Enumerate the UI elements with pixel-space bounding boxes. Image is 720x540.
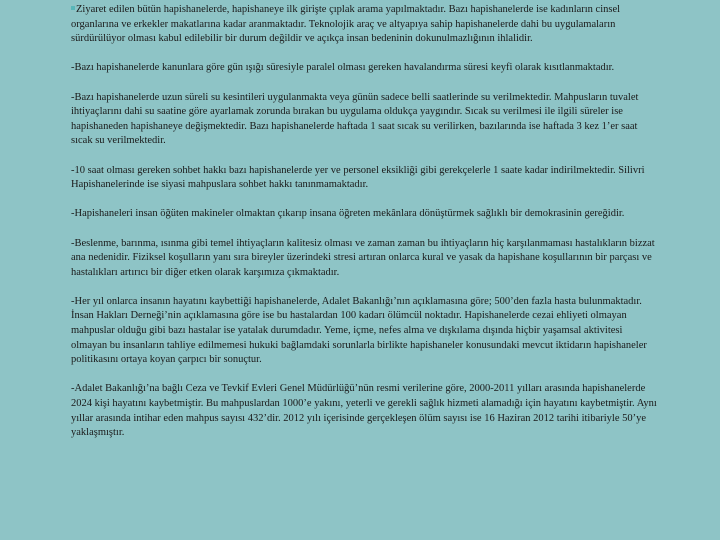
document-body [71, 3, 661, 455]
bullet-marker [71, 6, 75, 10]
paragraph-democracy: -Hapishaneleri insan öğüten makineler olmaktan çıkarıp insana öğreten mekânlara dönüştürmek sağlıklı bir demokrasinin gereğidir. [71, 208, 625, 220]
paragraph-conversation-right: -10 saat olması gereken sohbet hakkı bazı hapishanelerde yer ve personel eksikliği gibi gerekçelerle 1 saate kadar indirilmektedir. Silivri Hapishanelerinde ise siyasi mahpuslara sohbet hakkı tanınmamaktadır. [71, 164, 645, 191]
paragraph-ventilation: -Bazı hapishanelerde kanunlara göre gün ışığı süresiyle paralel olması gereken havalandırma süresi keyfi olarak kısıtlanmaktadır. [71, 62, 615, 74]
paragraph-text: Ziyaret edilen bütün hapishanelerde, hapishaneye ilk girişte çıplak arama yapılmaktadır. Bazı hapishanelerde ise kadınların cinsel organlarına ve erkekler makatlarına kadar aranmaktadır. Teknolojik araç ve altyapıya sahip hapishanelerde dahi bu uygulamaların sürdürülüyor olması kabul edilebilir bir durum değildir ve açıkça insan bedeninin dokunulmazlığının ihlalidir. [71, 4, 621, 45]
paragraph-strip-search [71, 3, 661, 47]
paragraph-death-statistics: -Adalet Bakanlığı’na bağlı Ceza ve Tevkif Evleri Genel Müdürlüğü’nün resmi verilerine göre, 2000-2011 yılları arasında hapishanelerde 2024 kişi hayatını kaybetmiştir. Bu mahpuslardan 1000’e yakını, yeterli ve gerekli sağlık hizmeti alamadığı için hayatını kaybetmiştir. Aynı yıllar arasında intihar eden mahpus sayısı 432’dir. 2012 yılı içerisinde gerçekleşen ölüm sayısı ise 16 Haziran 2012 tarihi itibariyle 50’ye yaklaşmıştır. [71, 383, 657, 439]
paragraph-basic-needs: -Beslenme, barınma, ısınma gibi temel ihtiyaçların kalitesiz olması ve zaman zaman bu ihtiyaçların hiç karşılanmaması hastalıkların bizzat ana nedenidir. Fiziksel koşulların yanı sıra bireyler üzerindeki stresi artıran onlarca kural ve yasak da hapishane koşullarının bir parçası ve hastalıkları artırıcı bir diğer etken olarak karşımıza çıkmaktadır. [71, 237, 655, 278]
paragraph-sick-prisoners: -Her yıl onlarca insanın hayatını kaybettiği hapishanelerde, Adalet Bakanlığı’nın açıklamasına göre; 500’den fazla hasta bulunmaktadır. İnsan Hakları Derneği’nin açıklamasına göre ise bu hastalardan 100 kadarı ölümcül noktadır. Hapishanelerde cezai ehliyeti olmayan mahpuslar olduğu gibi bazı hastalar ise yatalak durumdadır. Yeme, içme, nefes alma ve dışkılama dışında hiçbir yaşamsal aktivitesi olmayan bu insanların tahliye edilmemesi hukuki bağlamdaki sorunlarla birlikte hapishaneler konusundaki mevcut iktidarın hapishaneler politikasını ortaya koyan çarpıcı bir sonuçtur. [71, 295, 647, 366]
paragraph-water-cuts: -Bazı hapishanelerde uzun süreli su kesintileri uygulanmakta veya günün sadece belli saatlerinde su verilmektedir. Mahpusların tuvalet ihtiyaçlarını dahi su saatine göre ayarlamak zorunda bırakan bu uygulama oldukça yaygındır. Sıcak su verilmesi ile ilgili süreler ise hapishaneden hapishaneye değişmektedir. Bazı hapishanelerde haftada 1 saat sıcak su verilirken, bazılarında ise haftada 3 kez 1’er saat sıcak su verilmektedir. [71, 91, 639, 147]
